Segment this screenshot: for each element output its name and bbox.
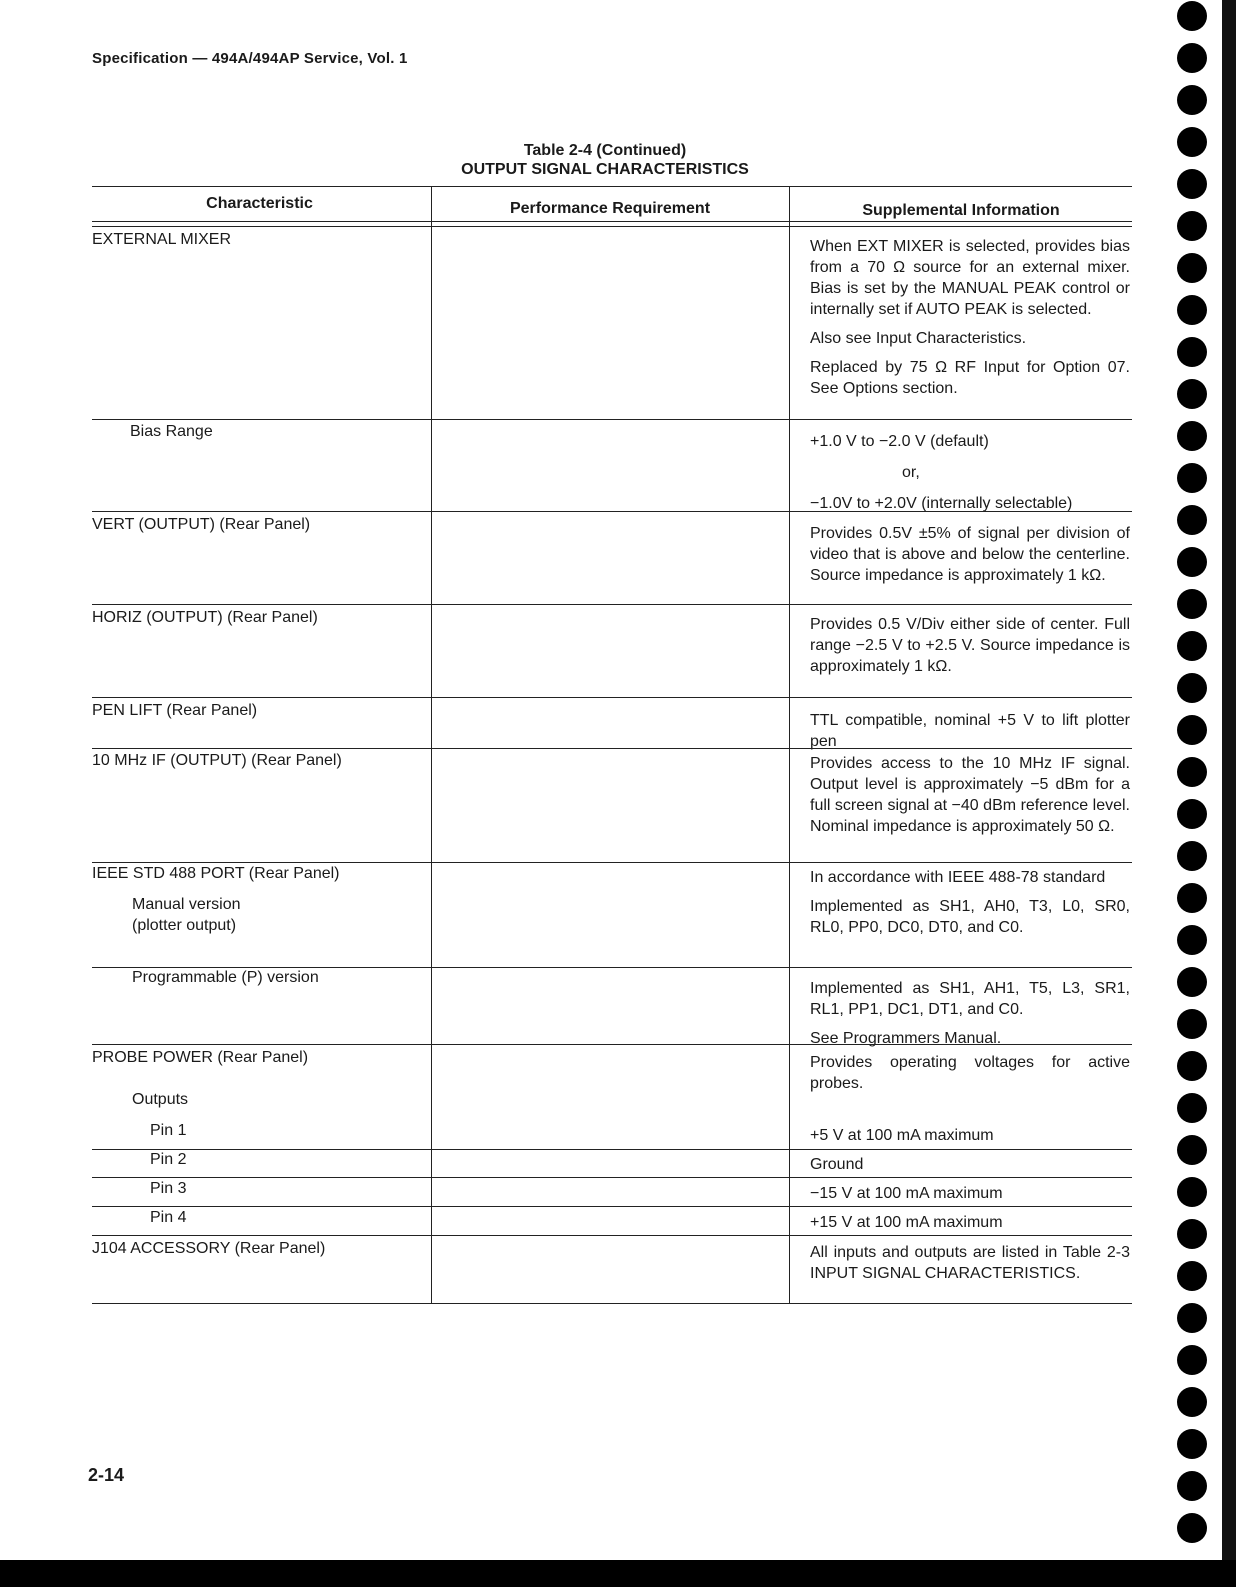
binder-hole <box>1177 85 1207 115</box>
pin-label: Pin 2 <box>150 1151 187 1168</box>
binder-hole <box>1177 631 1207 661</box>
supp-programmable-p1: Implemented as SH1, AH1, T5, L3, SR1, RL1, PP1, DC1, DT1, and C0. <box>810 980 1130 1018</box>
row-rule <box>92 748 1132 749</box>
pin-value: Ground <box>810 1156 864 1173</box>
char-10mhz-if: 10 MHz IF (OUTPUT) (Rear Panel) <box>92 752 342 769</box>
pin-value: +15 V at 100 mA maximum <box>810 1214 1003 1231</box>
bias-or: or, <box>902 464 920 481</box>
pin-label: Pin 3 <box>150 1180 187 1197</box>
binder-hole <box>1177 967 1207 997</box>
binder-hole <box>1177 715 1207 745</box>
char-pen-lift: PEN LIFT (Rear Panel) <box>92 702 258 719</box>
binder-hole <box>1177 127 1207 157</box>
char-j104: J104 ACCESSORY (Rear Panel) <box>92 1240 326 1257</box>
binder-hole <box>1177 43 1207 73</box>
table-title-line2: OUTPUT SIGNAL CHARACTERISTICS <box>461 161 749 178</box>
supp-j104: All inputs and outputs are listed in Table 2-3 INPUT SIGNAL CHARACTERISTICS. <box>810 1244 1130 1282</box>
row-rule <box>92 419 1132 420</box>
binder-hole <box>1177 211 1207 241</box>
binder-hole <box>1177 1513 1207 1543</box>
row-rule <box>92 511 1132 512</box>
column-header-supplemental: Supplemental Information <box>862 202 1060 219</box>
binder-hole <box>1177 1387 1207 1417</box>
binder-hole <box>1177 1261 1207 1291</box>
binder-hole <box>1177 589 1207 619</box>
supp-ieee <box>810 867 1130 946</box>
binder-hole <box>1177 1051 1207 1081</box>
char-horiz: HORIZ (OUTPUT) (Rear Panel) <box>92 609 318 626</box>
supp-programmable-p2: See Programmers Manual. <box>810 1030 1002 1047</box>
binder-hole <box>1177 883 1207 913</box>
char-ieee-manual: Manual version <box>132 896 241 913</box>
binder-hole <box>1177 1093 1207 1123</box>
column-header-performance: Performance Requirement <box>509 200 711 217</box>
char-bias-range: Bias Range <box>130 423 213 440</box>
char-programmable: Programmable (P) version <box>132 969 319 986</box>
scan-edge-right <box>1222 0 1236 1587</box>
table-bottom-rule <box>92 1303 1132 1304</box>
binder-hole <box>1177 505 1207 535</box>
pin-label: Pin 1 <box>150 1122 187 1139</box>
scan-edge-bottom <box>0 1560 1236 1587</box>
row-rule <box>92 1206 1132 1207</box>
binder-hole <box>1177 1345 1207 1375</box>
pin-label: Pin 4 <box>150 1209 187 1226</box>
supp-external-mixer <box>810 236 1130 407</box>
char-probe-power: PROBE POWER (Rear Panel) <box>92 1049 309 1066</box>
supp-ieee-p1: In accordance with IEEE 488-78 standard <box>810 869 1106 886</box>
binder-hole <box>1177 1303 1207 1333</box>
pin-value: −15 V at 100 mA maximum <box>810 1185 1003 1202</box>
binder-hole <box>1177 169 1207 199</box>
char-external-mixer: EXTERNAL MIXER <box>92 231 231 248</box>
char-ieee-plotter: (plotter output) <box>132 917 237 934</box>
supp-horiz: Provides 0.5 V/Div either side of center. Full range −2.5 V to +2.5 V. Source impedance is approximately 1 kΩ. <box>810 616 1130 675</box>
binder-hole <box>1177 253 1207 283</box>
supp-vert: Provides 0.5V ±5% of signal per division of video that is above and below the centerline. Source impedance is approximately 1 kΩ. <box>810 525 1130 584</box>
binder-hole <box>1177 547 1207 577</box>
binder-hole <box>1177 757 1207 787</box>
supp-10mhz-if: Provides access to the 10 MHz IF signal. Output level is approximately −5 dBm for a full screen signal at −40 dBm reference level. Nominal impedance is approximately 50 Ω. <box>810 755 1130 835</box>
bias-default: +1.0 V to −2.0 V (default) <box>810 433 989 450</box>
binder-hole <box>1177 1009 1207 1039</box>
row-rule <box>92 1149 1132 1150</box>
bias-internal: −1.0V to +2.0V (internally selectable) <box>810 495 1073 512</box>
binder-hole <box>1177 337 1207 367</box>
binder-hole <box>1177 1 1207 31</box>
binder-hole <box>1177 421 1207 451</box>
binder-hole <box>1177 379 1207 409</box>
char-probe-outputs: Outputs <box>132 1091 189 1108</box>
pin-value: +5 V at 100 mA maximum <box>810 1127 994 1144</box>
supp-external-mixer-p3: Replaced by 75 Ω RF Input for Option 07. See Options section. <box>810 359 1130 397</box>
supp-external-mixer-p1: When EXT MIXER is selected, provides bias from a 70 Ω source for an external mixer. Bias is set by the MANUAL PEAK control or internally set if AUTO PEAK is selected. <box>810 238 1130 318</box>
binder-hole <box>1177 841 1207 871</box>
row-rule <box>92 1044 1132 1045</box>
table-title-line1: Table 2-4 (Continued) <box>523 142 687 159</box>
binder-hole <box>1177 463 1207 493</box>
table-title <box>420 141 790 179</box>
supp-pen-lift: TTL compatible, nominal +5 V to lift plotter pen <box>810 712 1130 750</box>
row-rule <box>92 1235 1132 1236</box>
running-header: Specification — 494A/494AP Service, Vol. 1 <box>92 50 408 67</box>
binder-hole <box>1177 673 1207 703</box>
supp-bias-range <box>810 431 1130 514</box>
supp-programmable <box>810 978 1130 1057</box>
supp-external-mixer-p2: Also see Input Characteristics. <box>810 330 1027 347</box>
char-ieee-port: IEEE STD 488 PORT (Rear Panel) <box>92 865 340 882</box>
binder-holes <box>1172 0 1212 1587</box>
row-rule <box>92 604 1132 605</box>
supp-ieee-p2: Implemented as SH1, AH0, T3, L0, SR0, RL0, PP0, DC0, DT0, and C0. <box>810 898 1130 936</box>
header-rule-2 <box>92 226 1132 227</box>
binder-hole <box>1177 1177 1207 1207</box>
binder-hole <box>1177 1135 1207 1165</box>
supp-probe-power: Provides operating voltages for active probes. <box>810 1054 1130 1092</box>
table-top-rule <box>92 186 1132 187</box>
binder-hole <box>1177 799 1207 829</box>
column-header-characteristic: Characteristic <box>206 195 313 212</box>
binder-hole <box>1177 295 1207 325</box>
row-rule <box>92 697 1132 698</box>
header-rule-1 <box>92 221 1132 222</box>
page-number: 2-14 <box>88 1465 125 1485</box>
column-divider-2 <box>789 186 790 1304</box>
binder-hole <box>1177 925 1207 955</box>
char-vert: VERT (OUTPUT) (Rear Panel) <box>92 516 311 533</box>
row-rule <box>92 1177 1132 1178</box>
column-divider-1 <box>431 186 432 1304</box>
binder-hole <box>1177 1219 1207 1249</box>
binder-hole <box>1177 1429 1207 1459</box>
binder-hole <box>1177 1471 1207 1501</box>
